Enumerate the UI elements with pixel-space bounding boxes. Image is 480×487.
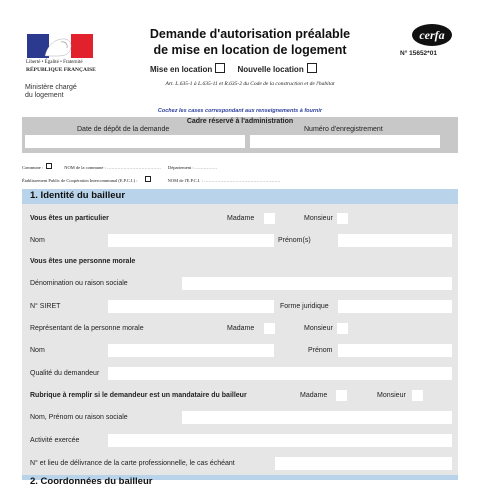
particulier-label: Vous êtes un particulier	[30, 215, 109, 222]
madame-checkbox[interactable]	[264, 213, 275, 224]
mandataire-madame-checkbox[interactable]	[336, 390, 347, 401]
commune-checkbox[interactable]	[46, 163, 52, 169]
denomination-label: Dénomination ou raison sociale	[30, 280, 128, 287]
location-type-options	[150, 63, 323, 74]
option-nouvelle-location-label: Nouvelle location	[237, 65, 304, 74]
activite-input[interactable]	[108, 434, 452, 447]
representant-monsieur-label: Monsieur	[304, 325, 333, 332]
form-title-line2: de mise en location de logement	[153, 43, 347, 57]
representant-madame-label: Madame	[227, 325, 255, 332]
nouvelle-location-checkbox[interactable]	[307, 63, 317, 73]
republic-motto: Liberté • Égalité • Fraternité	[26, 60, 83, 65]
cerfa-logo: cerfa	[412, 24, 452, 46]
section2-header: 2. Coordonnées du bailleur	[22, 475, 458, 480]
nom-prenom-raison-input[interactable]	[182, 411, 452, 424]
marianne-logo-icon	[27, 34, 93, 58]
option-mise-en-location-label: Mise en location	[150, 65, 213, 74]
madame-label: Madame	[227, 215, 255, 222]
mandataire-monsieur-label: Monsieur	[377, 392, 406, 399]
admin-date-label: Date de dépôt de la demande	[77, 126, 170, 133]
admin-title: Cadre réservé à l'administration	[186, 118, 294, 125]
denomination-input[interactable]	[182, 277, 452, 290]
admin-number-label: Numéro d'enregistrement	[304, 126, 383, 133]
activite-label: Activité exercée	[30, 437, 80, 444]
legal-articles: Art. L.635-1 à L.635-11 et R.635-2 du Code de la construction et de l'habitat	[165, 81, 335, 87]
monsieur-label: Monsieur	[304, 215, 333, 222]
nom-input[interactable]	[108, 234, 274, 247]
representant-nom-label: Nom	[30, 347, 45, 354]
forme-juridique-label: Forme juridique	[280, 303, 329, 310]
qualite-input[interactable]	[108, 367, 452, 380]
carte-pro-input[interactable]	[275, 457, 452, 470]
admin-reserved-box	[22, 117, 458, 153]
mise-en-location-checkbox[interactable]	[215, 63, 225, 73]
epci-line: Établissement Public de Coopération Intercommunal (E.P.C.I.) : NOM de l'E.P.C.I. : ……………………………………………	[22, 178, 281, 183]
carte-pro-label: N° et lieu de délivrance de la carte professionnelle, le cas échéant	[30, 460, 235, 467]
republic-name: RÉPUBLIQUE FRANÇAISE	[26, 67, 96, 73]
nom-label: Nom	[30, 237, 45, 244]
admin-date-field[interactable]	[25, 135, 245, 148]
representant-prenom-label: Prénom	[308, 347, 333, 354]
instruction-text: Cochez les cases correspondant aux renseignements à fournir	[157, 108, 323, 114]
admin-number-field[interactable]	[250, 135, 440, 148]
personne-morale-label: Vous êtes une personne morale	[30, 258, 136, 265]
form-title-line1: Demande d'autorisation préalable	[149, 27, 351, 41]
prenoms-label: Prénom(s)	[278, 237, 311, 244]
section1-header: 1. Identité du bailleur	[22, 189, 458, 204]
mandataire-label: Rubrique à remplir si le demandeur est un mandataire du bailleur	[30, 392, 247, 399]
nom-prenom-raison-label: Nom, Prénom ou raison sociale	[30, 414, 128, 421]
qualite-label: Qualité du demandeur	[30, 370, 100, 377]
commune-line: Commune : NOM de la commune : ……………………………… Département : ……………	[22, 165, 218, 170]
representant-monsieur-checkbox[interactable]	[337, 323, 348, 334]
mandataire-monsieur-checkbox[interactable]	[412, 390, 423, 401]
representant-nom-input[interactable]	[108, 344, 274, 357]
epci-checkbox[interactable]	[145, 176, 151, 182]
siret-input[interactable]	[108, 300, 274, 313]
forme-juridique-input[interactable]	[338, 300, 452, 313]
representant-madame-checkbox[interactable]	[264, 323, 275, 334]
representant-label: Représentant de la personne morale	[30, 325, 144, 332]
siret-label: N° SIRET	[30, 303, 61, 310]
section-coordonnees-bailleur	[22, 475, 458, 487]
prenoms-input[interactable]	[338, 234, 452, 247]
representant-prenom-input[interactable]	[338, 344, 452, 357]
cerfa-number: N° 15652*01	[400, 50, 437, 57]
section-identite-bailleur	[22, 189, 458, 475]
mandataire-madame-label: Madame	[300, 392, 328, 399]
ministere-label: Ministère chargé du logement	[25, 84, 77, 99]
monsieur-checkbox[interactable]	[337, 213, 348, 224]
